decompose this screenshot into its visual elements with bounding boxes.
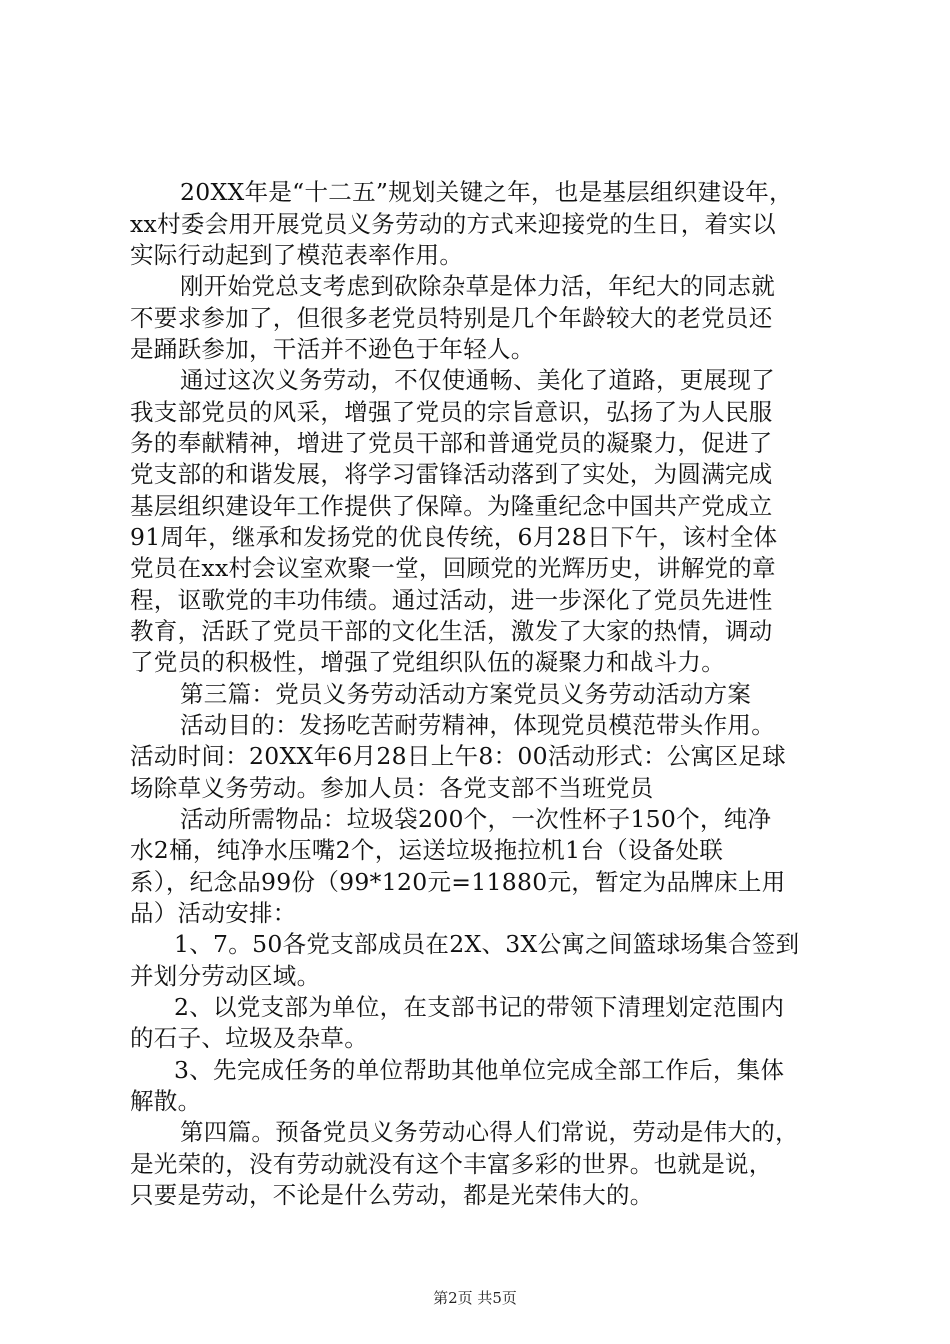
text-line: 系），纪念品99份（99*120元=11880元，暂定为品牌床上用 — [130, 868, 786, 896]
text-line: 了党员的积极性，增强了党组织队伍的凝聚力和战斗力。 — [130, 648, 725, 676]
text-line: 91周年，继承和发扬党的优良传统，6月28日下午，该村全体 — [130, 523, 778, 551]
text-line: 刚开始党总支考虑到砍除杂草是体力活，年纪大的同志就 — [180, 272, 775, 300]
text-line: 基层组织建设年工作提供了保障。为隆重纪念中国共产党成立 — [130, 492, 773, 520]
text-line: 水2桶，纯净水压嘴2个，运送垃圾拖拉机1台（设备处联 — [130, 836, 724, 864]
text-line: 20XX年是“十二五”规划关键之年，也是基层组织建设年， — [180, 178, 793, 206]
text-line: 实际行动起到了模范表率作用。 — [130, 241, 464, 269]
section-heading: 第三篇：党员义务劳动活动方案党员义务劳动活动方案 — [180, 680, 752, 708]
text-line: 不要求参加了，但很多老党员特别是几个年龄较大的老党员还 — [130, 304, 773, 332]
text-line: 程，讴歌党的丰功伟绩。通过活动，进一步深化了党员先进性 — [130, 586, 773, 614]
text-line: 党支部的和谐发展，将学习雷锋活动落到了实处，为圆满完成 — [130, 460, 773, 488]
text-line: 我支部党员的风采，增强了党员的宗旨意识，弘扬了为人民服 — [130, 398, 773, 426]
list-item: 2、以党支部为单位，在支部书记的带领下清理划定范围内 — [174, 993, 785, 1021]
text-line: 是踊跃参加，干活并不逊色于年轻人。 — [130, 335, 535, 363]
text-line: 解散。 — [130, 1087, 202, 1115]
section-heading: 第四篇。预备党员义务劳动心得人们常说，劳动是伟大的， — [180, 1118, 799, 1146]
list-item: 1、7。50各党支部成员在2X、3X公寓之间篮球场集合签到 — [174, 930, 800, 958]
text-line: xx村委会用开展党员义务劳动的方式来迎接党的生日，着实以 — [130, 210, 776, 238]
text-line: 党员在xx村会议室欢聚一堂，回顾党的光辉历史，讲解党的章 — [130, 554, 776, 582]
list-item: 3、先完成任务的单位帮助其他单位完成全部工作后，集体 — [174, 1056, 785, 1084]
text-line: 活动时间：20XX年6月28日上午8：00活动形式：公寓区足球 — [130, 742, 786, 770]
text-line: 品）活动安排： — [130, 899, 297, 927]
text-line: 通过这次义务劳动，不仅使通畅、美化了道路，更展现了 — [180, 366, 775, 394]
text-line: 活动目的：发扬吃苦耐劳精神，体现党员模范带头作用。 — [180, 711, 775, 739]
text-line: 教育，活跃了党员干部的文化生活，激发了大家的热情，调动 — [130, 617, 773, 645]
page-number: 第2页 共5页 — [433, 1289, 517, 1307]
text-line: 务的奉献精神，增进了党员干部和普通党员的凝聚力，促进了 — [130, 429, 773, 457]
text-line: 活动所需物品：垃圾袋200个，一次性杯子150个，纯净 — [180, 805, 772, 833]
text-line: 只要是劳动，不论是什么劳动，都是光荣伟大的。 — [130, 1181, 654, 1209]
text-line: 并划分劳动区域。 — [130, 962, 321, 990]
text-line: 场除草义务劳动。参加人员：各党支部不当班党员 — [130, 774, 654, 802]
text-line: 的石子、垃圾及杂草。 — [130, 1024, 368, 1052]
text-line: 是光荣的，没有劳动就没有这个丰富多彩的世界。也就是说， — [130, 1150, 773, 1178]
